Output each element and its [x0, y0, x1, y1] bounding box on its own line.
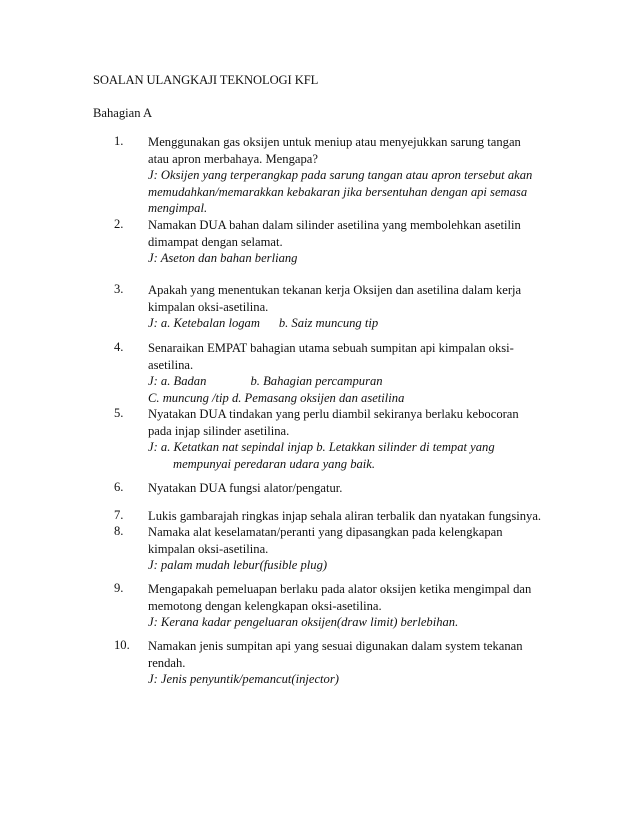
question-text: atau apron merbahaya. Mengapa?: [148, 151, 318, 166]
question-body: [148, 217, 558, 267]
question-text: dimampat dengan selamat.: [148, 234, 283, 249]
question-text: Senaraikan EMPAT bahagian utama sebuah sumpitan api kimpalan oksi-: [148, 341, 514, 355]
question-text: kimpalan oksi-asetilina.: [148, 541, 269, 556]
question-text: kimpalan oksi-asetilina.: [148, 299, 269, 314]
answer-text: J: a. Ketatkan nat sepindal injap b. Letakkan silinder di tempat yang: [148, 440, 495, 454]
question-text: Apakah yang menentukan tekanan kerja Oksijen dan asetilina dalam kerja: [148, 283, 522, 297]
question-number: 1.: [114, 134, 124, 148]
question-text: Namakan DUA bahan dalam silinder asetilina yang membolehkan asetilin: [148, 218, 521, 232]
question-number: 10.: [114, 638, 130, 652]
answer-text: mempunyai peredaran udara yang baik.: [173, 456, 376, 471]
question-number: 2.: [114, 217, 124, 231]
question-body: [148, 480, 558, 497]
question-number: 5.: [114, 406, 124, 420]
question-number: 4.: [114, 340, 124, 354]
question-body: [148, 406, 558, 472]
question-number: 3.: [114, 282, 124, 296]
answer-text: J: Jenis penyuntik/pemancut(injector): [148, 672, 339, 686]
question-number: 7.: [114, 508, 124, 522]
question-text: Nyatakan DUA tindakan yang perlu diambil sekiranya berlaku kebocoran: [148, 407, 519, 421]
question-text: memotong dengan kelengkapan oksi-asetilina.: [148, 598, 382, 613]
answer-text: J: Kerana kadar pengeluaran oksijen(draw limit) berlebihan.: [148, 615, 459, 629]
question-text: asetilina.: [148, 357, 194, 372]
question-number: 8.: [114, 524, 124, 538]
answer-text: J: Aseton dan bahan berliang: [148, 251, 298, 265]
question-text: Namakan jenis sumpitan api yang sesuai digunakan dalam system tekanan: [148, 639, 523, 653]
answer-text: mengimpal.: [148, 201, 208, 215]
question-body: [148, 638, 558, 688]
question-body: [148, 282, 558, 332]
question-text: rendah.: [148, 655, 186, 670]
question-text: Menggunakan gas oksijen untuk meniup atau menyejukkan sarung tangan: [148, 135, 521, 149]
question-text: Nyatakan DUA fungsi alator/pengatur.: [148, 481, 343, 495]
question-text: Namaka alat keselamatan/peranti yang dipasangkan pada kelengkapan: [148, 525, 503, 539]
question-number: 6.: [114, 480, 124, 494]
question-text: Mengapakah pemeluapan berlaku pada alator oksijen ketika mengimpal dan: [148, 582, 532, 596]
document-title: SOALAN ULANGKAJI TEKNOLOGI KFL: [93, 73, 319, 87]
answer-text: memudahkan/memarakkan kebakaran jika bersentuhan dengan api semasa: [148, 184, 528, 199]
question-body: [148, 508, 558, 525]
question-body: [148, 340, 558, 406]
answer-text: J: palam mudah lebur(fusible plug): [148, 558, 328, 572]
question-body: [148, 524, 558, 574]
answer-text: J: a. Badan b. Bahagian percampuran: [148, 374, 383, 388]
question-body: [148, 581, 558, 631]
answer-text: J: a. Ketebalan logam b. Saiz muncung tip: [148, 316, 379, 330]
question-number: 9.: [114, 581, 124, 595]
question-text: pada injap silinder asetilina.: [148, 423, 290, 438]
section-heading: Bahagian A: [93, 106, 153, 120]
answer-text: J: Oksijen yang terperangkap pada sarung tangan atau apron tersebut akan: [148, 168, 533, 182]
question-text: Lukis gambarajah ringkas injap sehala aliran terbalik dan nyatakan fungsinya.: [148, 509, 542, 523]
question-body: [148, 134, 558, 217]
answer-text: C. muncung /tip d. Pemasang oksijen dan asetilina: [148, 390, 405, 405]
